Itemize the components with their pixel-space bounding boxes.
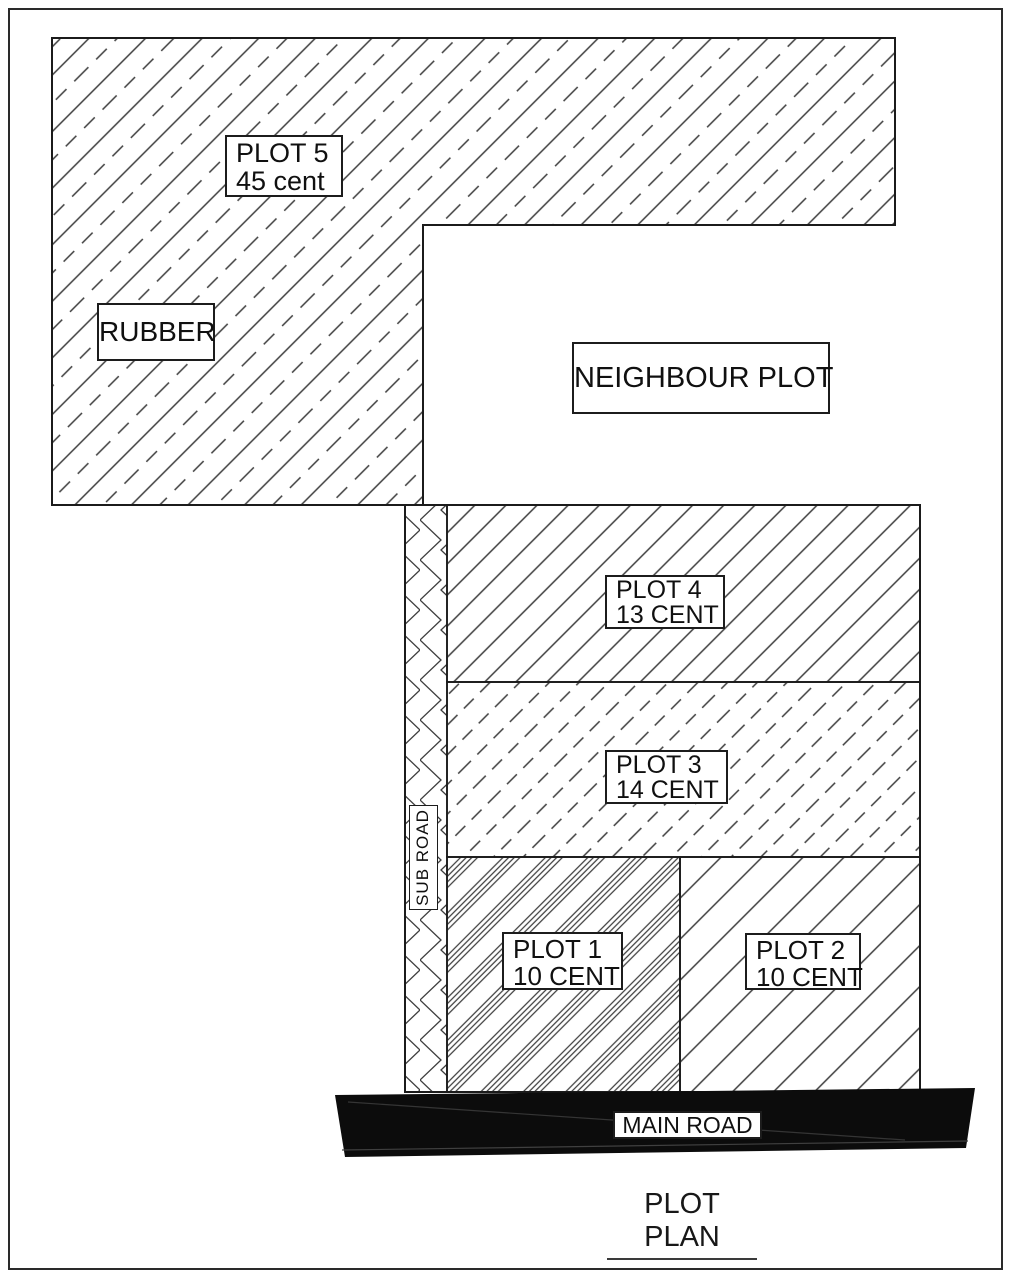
plot1-name: PLOT 1: [513, 934, 603, 964]
plot3-area: 14 CENT: [616, 776, 719, 804]
neighbour-plot-label-box: [572, 342, 834, 414]
sub-road-label-box: [409, 805, 438, 910]
plot1-area: 10 CENT: [513, 961, 620, 991]
plot4-area: 13 CENT: [616, 601, 719, 629]
plot3-label-box: [605, 750, 728, 804]
plot5-name: PLOT 5: [236, 138, 329, 168]
plot5-label-box: [225, 135, 343, 197]
main-road-label-box: [613, 1111, 762, 1139]
plot4-label-box: [605, 575, 725, 629]
plot2-area: 10 CENT: [756, 962, 863, 992]
plot2-name: PLOT 2: [756, 935, 846, 965]
rubber-label-box: [97, 303, 215, 361]
plot1-label-box: [502, 932, 623, 990]
page-title: PLOT PLAN: [607, 1188, 757, 1260]
plot2-label-box: [745, 933, 861, 990]
plot4-name: PLOT 4: [616, 576, 702, 604]
main-road-label: MAIN ROAD: [622, 1112, 753, 1138]
plot5-area: 45 cent: [236, 166, 325, 196]
sub-road-strip: [405, 505, 447, 1092]
rubber-label: RUBBER: [99, 316, 216, 347]
plot3-name: PLOT 3: [616, 751, 702, 779]
plot5-region: [52, 38, 895, 505]
neighbour-plot-label: NEIGHBOUR PLOT: [574, 362, 834, 394]
sub-road-label: SUB ROAD: [413, 809, 432, 906]
